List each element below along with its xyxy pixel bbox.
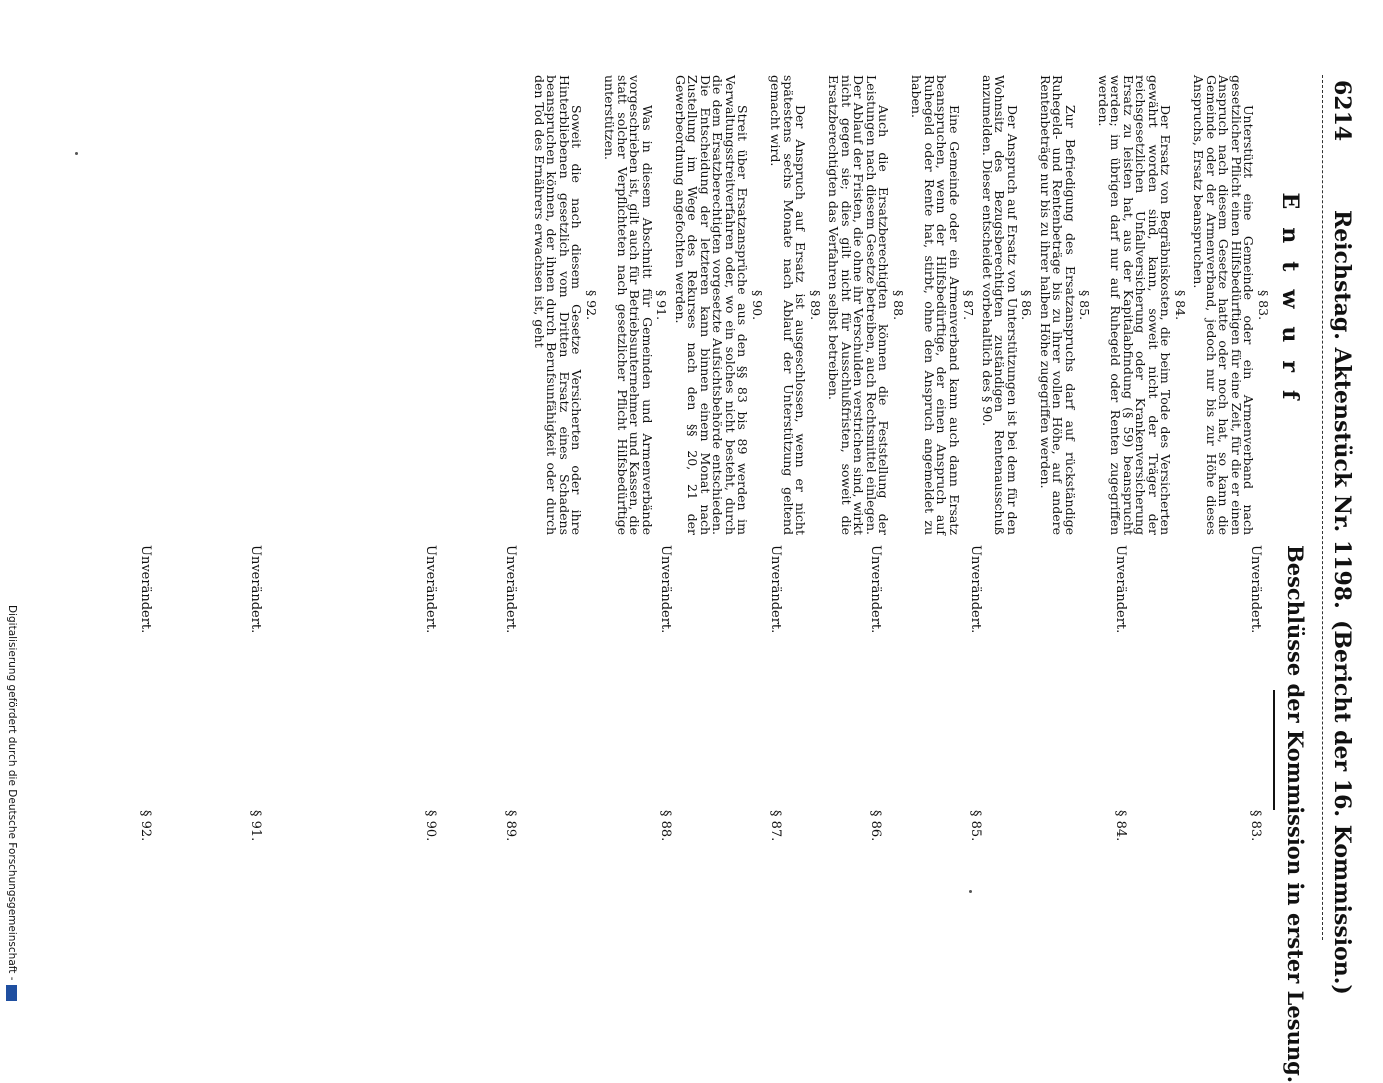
status-unchanged: Unverändert. xyxy=(968,545,983,634)
credit-text: Digitalisierung gefördert durch die Deutsche Forschungsgemeinschaft - xyxy=(6,605,18,981)
status-unchanged: Unverändert. xyxy=(768,545,783,634)
status-unchanged: Unverändert. xyxy=(138,545,153,634)
section-text: Auch die Ersatzberechtigten können die Feststellung der Leistungen nach diesem Gesetze betreiben, auch Rechtsmittel einlegen. Der Ablauf der Fristen, die ohne ihr Verschulden verstrichen sind, wirkt nicht gegen sie; dies gilt nicht für Ausschlußfristen, soweit die Ersatzberechtigten das Verfahren selbst betreiben. xyxy=(826,75,892,535)
page-number: 6214 xyxy=(1329,80,1355,142)
status-unchanged: Unverändert. xyxy=(248,545,263,634)
status-unchanged: Unverändert. xyxy=(503,545,518,634)
section-text: Zur Befriedigung des Ersatzanspruchs darf auf rückständige Ruhegeld- und Rentenbeträge bis zu ihrer vollen Höhe, auf andere Rentenbeträge nur bis zu ihrer halben Höhe zugegriffen werden. xyxy=(1038,75,1078,535)
section-number: § 92. xyxy=(584,289,599,321)
section-text: Der Anspruch auf Ersatz von Unterstützungen ist bei dem für den Wohnsitz des Bezugsberechtigten zuständigen Rentenausschuß anzumelden. Dieser entscheidet vorbehaltlich des § 90. xyxy=(980,75,1020,535)
section-92 xyxy=(533,75,598,535)
page-header xyxy=(1323,40,1373,995)
title-underline xyxy=(1273,690,1275,810)
status-unchanged: Unverändert. xyxy=(658,545,673,634)
section-text: Was in diesem Abschnitt für Gemeinden und Armenverbände vorgeschrieben ist, gilt auch für Betriebsunternehmer und Kassen, die statt solcher Verpflichteten nach gesetzlicher Pflicht Hilfsbedürftige unterstützen. xyxy=(602,75,655,535)
section-number: § 87. xyxy=(768,810,783,842)
section-text: Streit über Ersatzansprüche aus den §§ 83 bis 89 werden im Verwaltungsstreitverfahren oder, wo ein solches nicht besteht, durch die dem Ersatzberechtigten vorgesetzte Aufsichtsbehörde entschieden. Die Entscheidung der letzteren kann binnen einem Monat nach Zustellung im Wege des Rekurses nach den §§ 20, 21 der Gewerbeordnung angefochten werden. xyxy=(673,75,751,535)
draft-column xyxy=(527,75,1274,535)
commission-item xyxy=(763,545,783,945)
status-unchanged: Unverändert. xyxy=(868,545,883,634)
section-number: § 86. xyxy=(868,810,883,842)
section-text: Eine Gemeinde oder ein Armenverband kann auch dann Ersatz beanspruchen, wenn der Hilfsbedürftige, der einen Anspruch auf Ruhegeld oder Rente hat, stirbt, ohne den Anspruch angemeldet zu haben. xyxy=(909,75,962,535)
section-text: Soweit die nach diesem Gesetze Versicherten oder ihre Hinterbliebenen gesetzlich vom Dritten Ersatz eines Schadens beanspruchen können, der ihnen durch Berufsunfähigkeit oder durch den Tod des Ernährers erwachsen ist, geht xyxy=(532,75,585,535)
header-center: Reichstag. Aktenstück Nr. 1198. xyxy=(1329,210,1355,609)
status-unchanged: Unverändert. xyxy=(1113,545,1128,634)
scan-speck xyxy=(75,152,78,155)
section-number: § 83. xyxy=(1248,810,1263,842)
section-number: § 87. xyxy=(961,289,977,321)
section-text: Der Anspruch auf Ersatz ist ausgeschlossen, wenn er nicht spätestens sechs Monate nach Ablauf der Unterstützung geltend gemacht wird. xyxy=(768,75,809,535)
commission-item xyxy=(963,545,983,945)
header-divider xyxy=(1322,75,1323,940)
section-number: § 90. xyxy=(423,810,438,842)
section-number: § 91. xyxy=(654,289,670,321)
section-text: Unterstützt eine Gemeinde oder ein Armenverband nach gesetzlicher Pflicht einen Hilfsbedürftigen für eine Zeit, für die er einen Anspruch nach diesem Gesetze hatte oder noch hat, so kann die Gemeinde oder der Armenverband, jedoch nur bis zur Höhe dieses Anspruchs, Ersatz beanspruchen. xyxy=(1191,75,1257,535)
section-83 xyxy=(1192,75,1269,535)
header-right: (Bericht der 16. Kommission.) xyxy=(1329,620,1355,995)
section-number: § 86. xyxy=(1019,289,1035,321)
status-unchanged: Unverändert. xyxy=(1248,545,1263,634)
section-number: § 89. xyxy=(503,810,518,842)
commission-item xyxy=(498,545,518,945)
commission-item xyxy=(1243,545,1263,945)
section-text: Der Ersatz von Begräbniskosten, die beim Tode des Versicherten gewährt worden sind, kann, soweit nicht der Träger der reichsgesetzlichen Unfallversicherung oder Krankenversicherung Ersatz zu leisten hat, aus der Kapitalabfindung (§ 59) beansprucht werden; im übrigen darf nur auf Ruhegeld oder Renten zugegriffen werden. xyxy=(1096,75,1174,535)
section-87 xyxy=(910,75,975,535)
section-number: § 90. xyxy=(750,289,765,321)
section-number: § 91. xyxy=(248,810,263,842)
commission-item xyxy=(863,545,883,945)
status-unchanged: Unverändert. xyxy=(423,545,438,634)
section-85 xyxy=(1039,75,1091,535)
section-number: § 85. xyxy=(968,810,983,842)
section-90 xyxy=(674,75,764,535)
commission-item xyxy=(653,545,673,945)
commission-item xyxy=(418,545,438,945)
section-number: § 88. xyxy=(891,289,906,321)
commission-item xyxy=(133,545,153,945)
section-number: § 88. xyxy=(658,810,673,842)
left-column-title: Entwurf xyxy=(1277,192,1303,418)
section-89 xyxy=(769,75,821,535)
digitization-credit xyxy=(6,605,18,1001)
section-91 xyxy=(603,75,668,535)
commission-item xyxy=(243,545,263,945)
dfg-logo-icon xyxy=(7,985,18,1001)
section-number: § 89. xyxy=(808,289,823,321)
commission-item xyxy=(1108,545,1128,945)
section-number: § 83. xyxy=(1256,289,1271,321)
section-number: § 85. xyxy=(1077,289,1093,321)
section-number: § 84. xyxy=(1113,810,1128,842)
section-86 xyxy=(981,75,1033,535)
section-84 xyxy=(1097,75,1187,535)
section-88 xyxy=(827,75,904,535)
scan-speck xyxy=(969,890,972,893)
commission-column xyxy=(13,545,1273,945)
footer-credit-strip xyxy=(0,0,20,1000)
section-number: § 84. xyxy=(1173,289,1188,321)
section-number: § 92. xyxy=(138,810,153,842)
right-column-title: Beschlüsse der Kommission in erster Lesung. xyxy=(1283,545,1308,1083)
